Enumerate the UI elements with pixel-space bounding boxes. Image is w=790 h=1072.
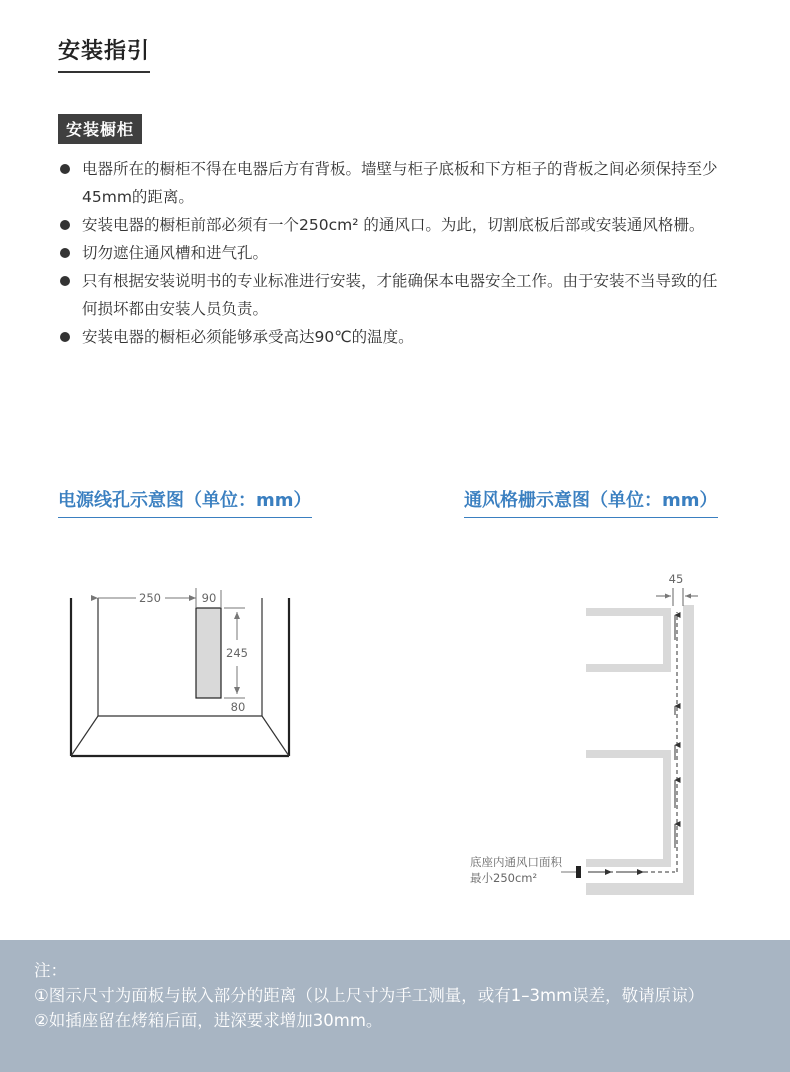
list-item: 只有根据安装说明书的专业标准进行安装，才能确保本电器安全工作。由于安装不当导致的任何损坏都由安装人员负责。 bbox=[60, 267, 720, 323]
notes-box bbox=[0, 940, 790, 1072]
notes-heading: 注： bbox=[34, 961, 67, 980]
dim-gap-label: 45 bbox=[668, 572, 684, 586]
list-item: 电器所在的橱柜不得在电器后方有背板。墙壁与柜子底板和下方柜子的背板之间必须保持至少45mm的距离。 bbox=[60, 155, 720, 211]
vent-label-line2: 最小250cm² bbox=[470, 871, 538, 885]
list-item: 切勿遮住通风槽和进气孔。 bbox=[60, 239, 720, 267]
notes-line1: ①图示尺寸为面板与嵌入部分的距离（以上尺寸为手工测量，或有1–3mm误差，敬请原谅） bbox=[34, 986, 705, 1005]
dim-hole-width-label: 90 bbox=[201, 591, 217, 605]
page-title: 安装指引 bbox=[58, 34, 150, 73]
vent-label-line1: 底座内通风口面积 bbox=[470, 855, 562, 869]
dim-hole-height-label: 245 bbox=[226, 646, 248, 660]
power-hole-diagram-title: 电源线孔示意图（单位：mm） bbox=[58, 486, 312, 518]
dim-width-label: 250 bbox=[139, 591, 161, 605]
vent-dimension-lines bbox=[656, 588, 698, 606]
vent-grille-diagram-title: 通风格栅示意图（单位：mm） bbox=[464, 486, 718, 518]
list-item: 安装电器的橱柜前部必须有一个250cm² 的通风口。为此，切割底板后部或安装通风格栅。 bbox=[60, 211, 720, 239]
vent-opening-marker bbox=[576, 866, 581, 878]
section-tag: 安装橱柜 bbox=[58, 114, 142, 144]
notes-line2: ②如插座留在烤箱后面，进深要求增加30mm。 bbox=[34, 1011, 383, 1030]
list-item: 安装电器的橱柜必须能够承受高达90℃的温度。 bbox=[60, 323, 720, 351]
dim-bottom-label: 80 bbox=[230, 700, 246, 714]
vent-panel bbox=[586, 605, 694, 895]
